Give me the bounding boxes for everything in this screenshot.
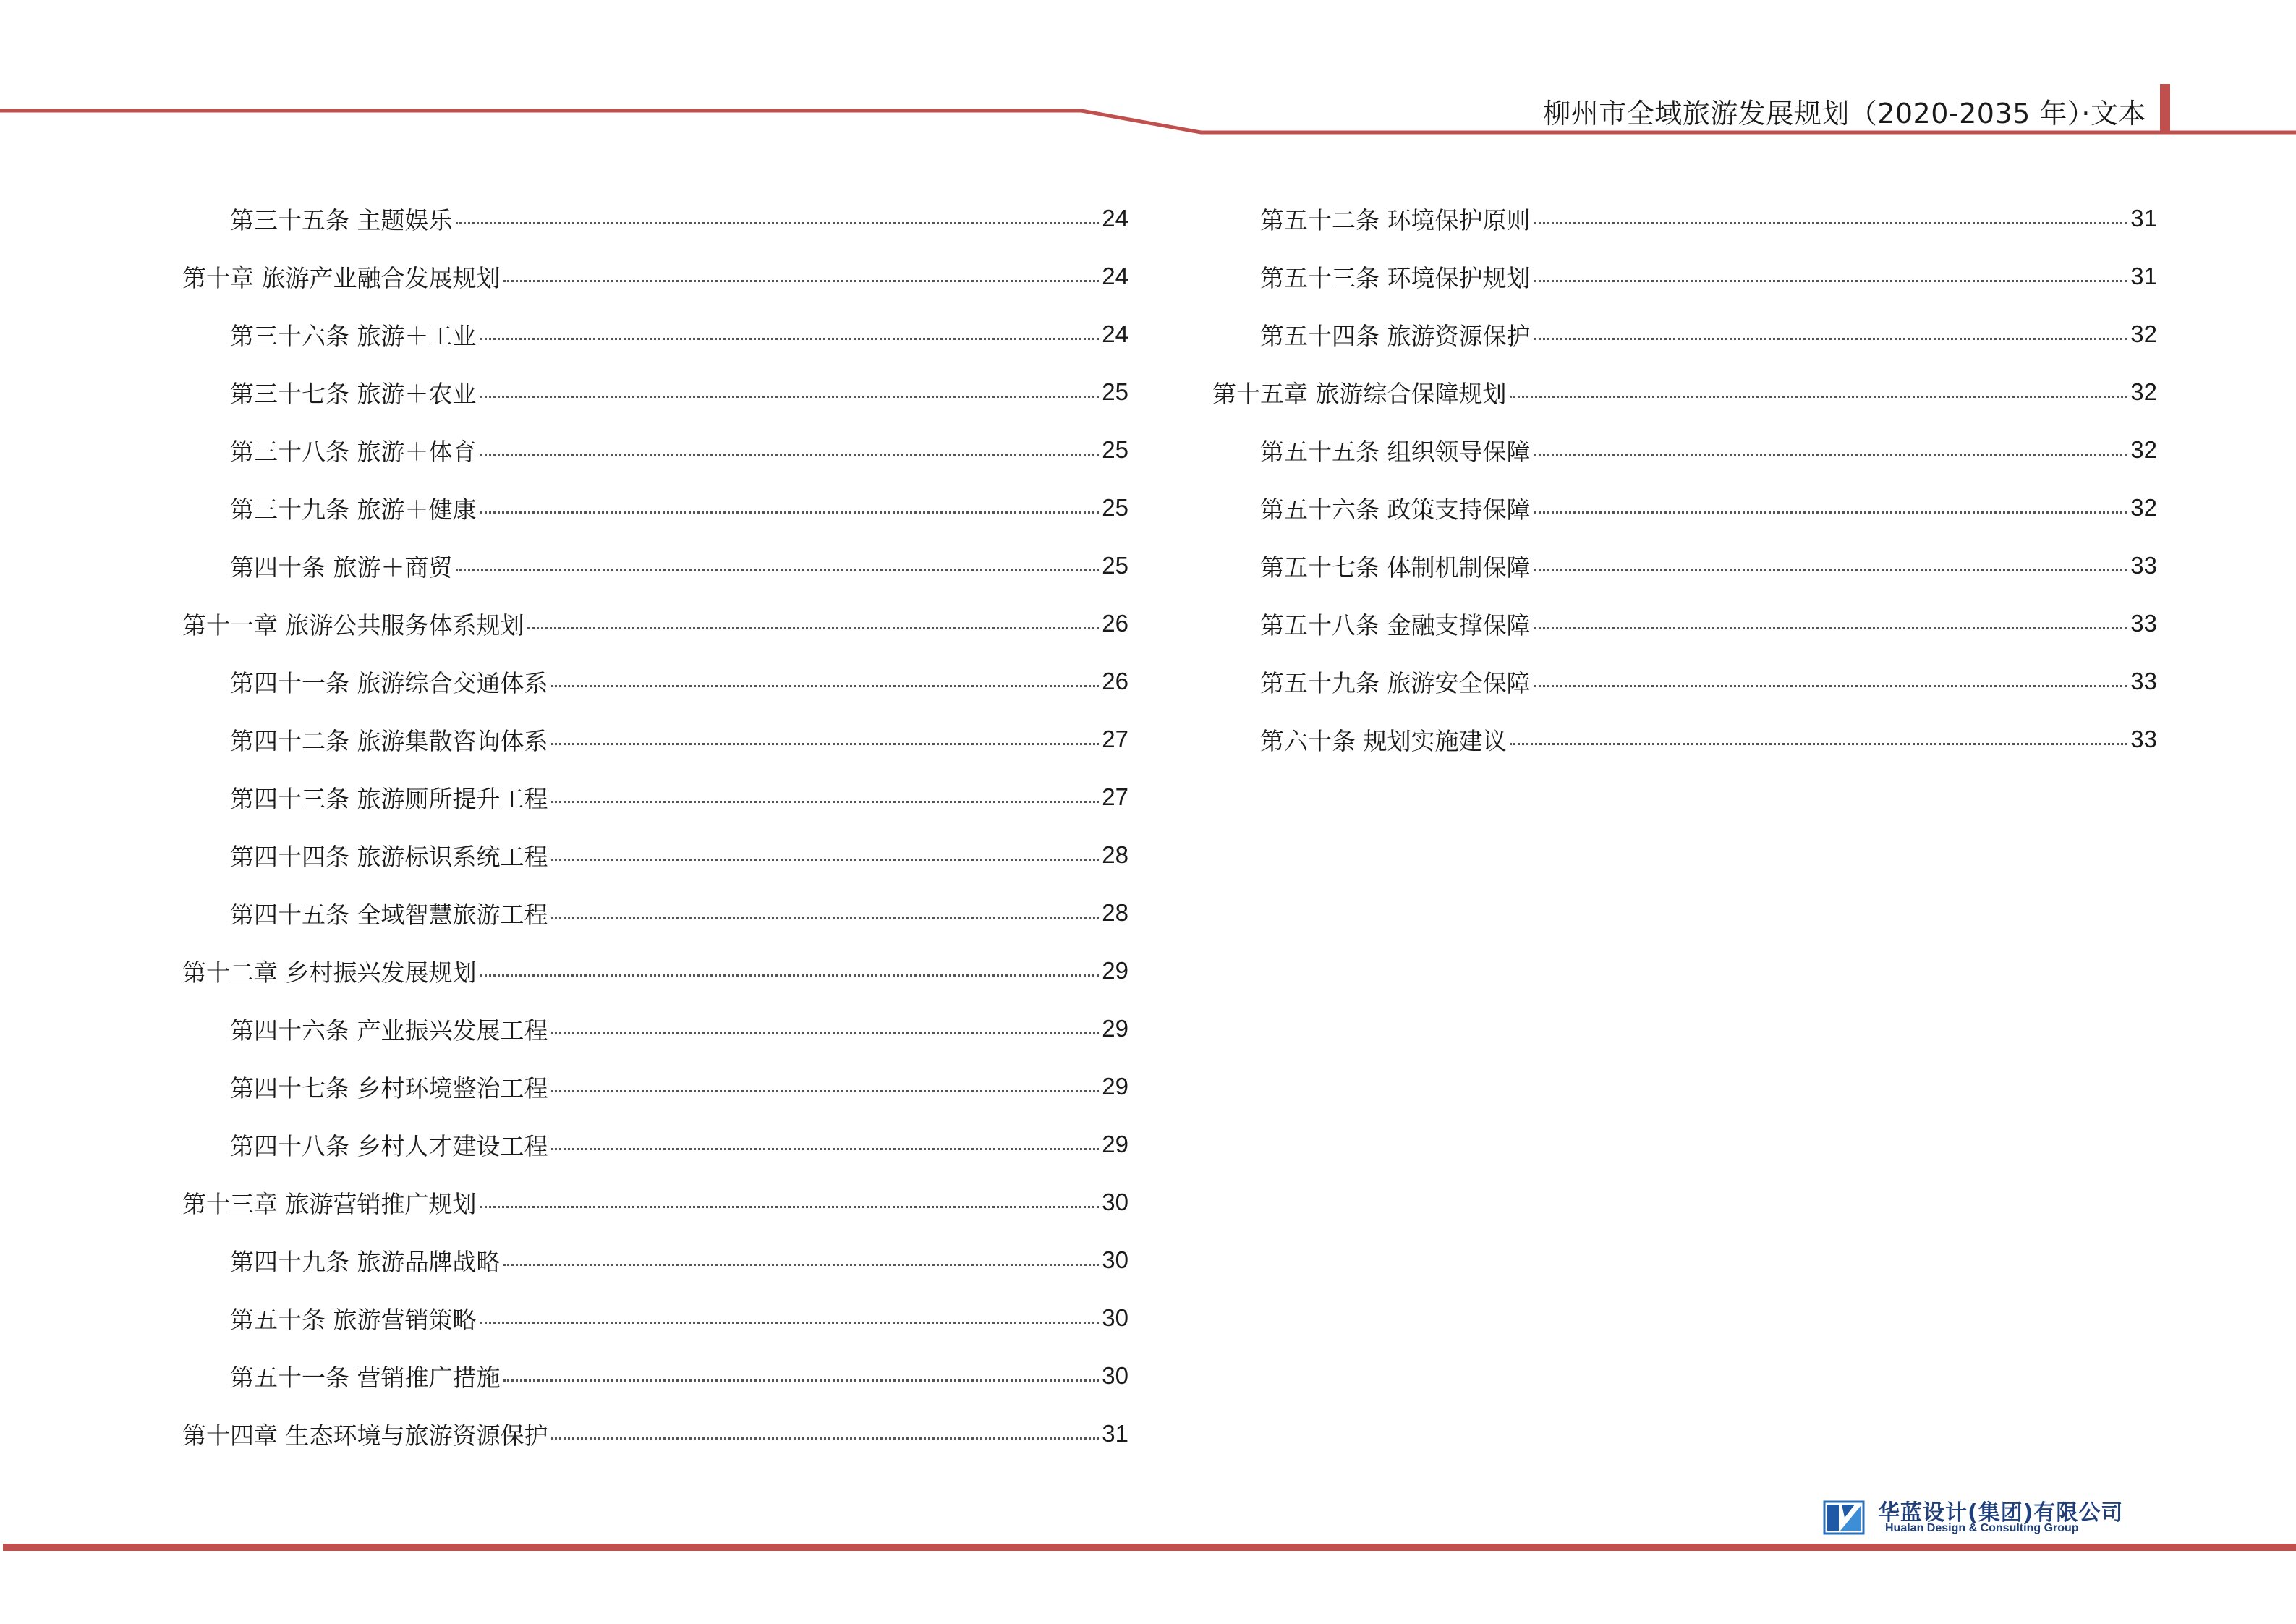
toc-entry-title: 第十二章 乡村振兴发展规划 bbox=[182, 958, 477, 987]
toc-entry-title: 第五十三条 环境保护规划 bbox=[1260, 263, 1531, 292]
toc-entry-title: 第三十九条 旅游＋健康 bbox=[230, 495, 477, 524]
toc-entry-section[interactable] bbox=[1212, 247, 2157, 305]
toc-entry-chapter[interactable] bbox=[182, 1405, 1128, 1463]
toc-page-number: 28 bbox=[1102, 841, 1128, 868]
toc-entry-section[interactable] bbox=[182, 363, 1128, 421]
toc-page-number: 30 bbox=[1102, 1362, 1128, 1389]
toc-page-number: 33 bbox=[2130, 610, 2157, 637]
toc-entry-section[interactable] bbox=[182, 884, 1128, 942]
document-title: 柳州市全域旅游发展规划（2020-2035 年）·文本 bbox=[1543, 98, 2146, 129]
toc-dot-leader bbox=[551, 743, 1100, 745]
toc-entry-title: 第五十五条 组织领导保障 bbox=[1260, 437, 1531, 466]
toc-dot-leader bbox=[551, 801, 1100, 803]
toc-dot-leader bbox=[480, 974, 1100, 977]
toc-dot-leader bbox=[551, 1090, 1100, 1092]
toc-entry-chapter[interactable] bbox=[182, 247, 1128, 305]
toc-page-number: 28 bbox=[1102, 899, 1128, 926]
toc-page-number: 33 bbox=[2130, 668, 2157, 694]
toc-entry-title: 第四十八条 乡村人才建设工程 bbox=[230, 1131, 548, 1160]
toc-dot-leader bbox=[1534, 338, 2128, 340]
toc-dot-leader bbox=[1534, 511, 2128, 514]
toc-page-number: 26 bbox=[1102, 668, 1128, 694]
toc-entry-section[interactable] bbox=[182, 305, 1128, 363]
toc-entry-section[interactable] bbox=[1212, 652, 2157, 710]
toc-dot-leader bbox=[1534, 627, 2128, 629]
toc-entry-title: 第三十七条 旅游＋农业 bbox=[230, 379, 477, 408]
toc-dot-leader bbox=[480, 396, 1100, 398]
header-accent-block bbox=[2160, 84, 2170, 133]
toc-entry-title: 第四十四条 旅游标识系统工程 bbox=[230, 842, 548, 871]
toc-entry-section[interactable] bbox=[1212, 190, 2157, 247]
toc-entry-title: 第五十四条 旅游资源保护 bbox=[1260, 321, 1531, 350]
toc-entry-section[interactable] bbox=[1212, 305, 2157, 363]
toc-dot-leader bbox=[551, 1148, 1100, 1150]
company-logo bbox=[1823, 1495, 2156, 1538]
toc-page-number: 25 bbox=[1102, 378, 1128, 405]
toc-page-number: 30 bbox=[1102, 1189, 1128, 1215]
toc-entry-title: 第五十七条 体制机制保障 bbox=[1260, 553, 1531, 582]
company-name-en: Hualan Design & Consulting Group bbox=[1885, 1522, 2079, 1534]
toc-dot-leader bbox=[551, 1032, 1100, 1034]
toc-dot-leader bbox=[551, 1437, 1100, 1440]
toc-entry-title: 第十三章 旅游营销推广规划 bbox=[182, 1189, 477, 1218]
toc-entry-chapter[interactable] bbox=[182, 595, 1128, 652]
toc-entry-section[interactable] bbox=[182, 1115, 1128, 1173]
toc-entry-section[interactable] bbox=[182, 479, 1128, 537]
toc-entry-section[interactable] bbox=[182, 652, 1128, 710]
toc-entry-title: 第四十七条 乡村环境整治工程 bbox=[230, 1074, 548, 1102]
toc-page-number: 33 bbox=[2130, 552, 2157, 579]
toc-entry-section[interactable] bbox=[182, 1347, 1128, 1405]
toc-page-number: 29 bbox=[1102, 1015, 1128, 1042]
toc-entry-title: 第四十条 旅游＋商贸 bbox=[230, 553, 453, 582]
toc-entry-title: 第六十条 规划实施建议 bbox=[1260, 726, 1507, 755]
toc-dot-leader bbox=[1534, 569, 2128, 571]
toc-entry-title: 第五十条 旅游营销策略 bbox=[230, 1305, 477, 1334]
toc-entry-title: 第五十六条 政策支持保障 bbox=[1260, 495, 1531, 524]
toc-page-number: 32 bbox=[2130, 436, 2157, 463]
toc-page-number: 29 bbox=[1102, 1073, 1128, 1100]
toc-page-number: 24 bbox=[1102, 205, 1128, 231]
toc-dot-leader bbox=[480, 338, 1100, 340]
toc-entry-title: 第三十五条 主题娱乐 bbox=[230, 205, 453, 234]
toc-entry-section[interactable] bbox=[1212, 710, 2157, 768]
toc-page-number: 30 bbox=[1102, 1304, 1128, 1331]
footer-divider-line bbox=[3, 1544, 2296, 1551]
toc-page-number: 33 bbox=[2130, 726, 2157, 752]
toc-dot-leader bbox=[551, 685, 1100, 687]
toc-entry-title: 第五十八条 金融支撑保障 bbox=[1260, 611, 1531, 639]
toc-entry-title: 第四十三条 旅游厕所提升工程 bbox=[230, 784, 548, 813]
toc-entry-section[interactable] bbox=[1212, 595, 2157, 652]
toc-page-number: 29 bbox=[1102, 957, 1128, 984]
toc-entry-title: 第四十五条 全域智慧旅游工程 bbox=[230, 900, 548, 929]
toc-dot-leader bbox=[503, 1379, 1100, 1382]
toc-dot-leader bbox=[503, 280, 1100, 282]
toc-dot-leader bbox=[480, 1322, 1100, 1324]
toc-page-number: 25 bbox=[1102, 552, 1128, 579]
toc-page-number: 29 bbox=[1102, 1131, 1128, 1157]
toc-dot-leader bbox=[551, 859, 1100, 861]
toc-entry-chapter[interactable] bbox=[1212, 363, 2157, 421]
toc-dot-leader bbox=[527, 627, 1100, 629]
toc-entry-section[interactable] bbox=[182, 1058, 1128, 1115]
toc-entry-title: 第十五章 旅游综合保障规划 bbox=[1212, 379, 1507, 408]
toc-dot-leader bbox=[480, 454, 1100, 456]
toc-page-number: 24 bbox=[1102, 320, 1128, 347]
toc-entry-title: 第三十六条 旅游＋工业 bbox=[230, 321, 477, 350]
toc-entry-section[interactable] bbox=[1212, 421, 2157, 479]
toc-entry-title: 第四十二条 旅游集散咨询体系 bbox=[230, 726, 548, 755]
toc-page-number: 32 bbox=[2130, 378, 2157, 405]
toc-page-number: 30 bbox=[1102, 1246, 1128, 1273]
toc-entry-title: 第五十二条 环境保护原则 bbox=[1260, 205, 1531, 234]
toc-entry-section[interactable] bbox=[182, 190, 1128, 247]
toc-entry-title: 第十四章 生态环境与旅游资源保护 bbox=[182, 1421, 548, 1450]
toc-dot-leader bbox=[1534, 222, 2128, 224]
toc-dot-leader bbox=[1510, 396, 2128, 398]
toc-entry-title: 第四十六条 产业振兴发展工程 bbox=[230, 1016, 548, 1045]
toc-page-number: 27 bbox=[1102, 783, 1128, 810]
toc-entry-section[interactable] bbox=[182, 421, 1128, 479]
toc-dot-leader bbox=[1510, 743, 2128, 745]
toc-entry-section[interactable] bbox=[1212, 537, 2157, 595]
toc-page-number: 31 bbox=[2130, 205, 2157, 231]
toc-dot-leader bbox=[1534, 280, 2128, 282]
toc-page-number: 27 bbox=[1102, 726, 1128, 752]
toc-entry-section[interactable] bbox=[182, 768, 1128, 826]
toc-entry-section[interactable] bbox=[182, 537, 1128, 595]
toc-entry-section[interactable] bbox=[1212, 479, 2157, 537]
toc-entry-title: 第五十九条 旅游安全保障 bbox=[1260, 668, 1531, 697]
toc-page-number: 25 bbox=[1102, 436, 1128, 463]
toc-page-number: 31 bbox=[2130, 263, 2157, 289]
toc-dot-leader bbox=[456, 222, 1100, 224]
toc-entry-chapter[interactable] bbox=[182, 1173, 1128, 1231]
toc-dot-leader bbox=[456, 569, 1100, 571]
toc-page-number: 32 bbox=[2130, 320, 2157, 347]
toc-entry-title: 第三十八条 旅游＋体育 bbox=[230, 437, 477, 466]
toc-page-number: 26 bbox=[1102, 610, 1128, 637]
hualan-logo-icon bbox=[1823, 1499, 1865, 1535]
toc-entry-title: 第十章 旅游产业融合发展规划 bbox=[182, 263, 501, 292]
toc-entry-section[interactable] bbox=[182, 710, 1128, 768]
toc-entry-title: 第十一章 旅游公共服务体系规划 bbox=[182, 611, 524, 639]
toc-entry-title: 第四十一条 旅游综合交通体系 bbox=[230, 668, 548, 697]
toc-dot-leader bbox=[480, 1206, 1100, 1208]
toc-dot-leader bbox=[480, 511, 1100, 514]
toc-entry-chapter[interactable] bbox=[182, 942, 1128, 1000]
toc-dot-leader bbox=[503, 1264, 1100, 1266]
toc-page-number: 24 bbox=[1102, 263, 1128, 289]
toc-entry-section[interactable] bbox=[182, 1231, 1128, 1289]
toc-page-number: 31 bbox=[1102, 1420, 1128, 1447]
toc-left-column bbox=[182, 190, 1128, 1463]
toc-dot-leader bbox=[1534, 454, 2128, 456]
toc-dot-leader bbox=[1534, 685, 2128, 687]
toc-page-number: 32 bbox=[2130, 494, 2157, 521]
toc-dot-leader bbox=[551, 917, 1100, 919]
toc-right-column bbox=[1212, 190, 2157, 768]
toc-entry-title: 第五十一条 营销推广措施 bbox=[230, 1363, 501, 1392]
company-name-cn: 华蓝设计(集团)有限公司 bbox=[1878, 1500, 2124, 1526]
toc-page-number: 25 bbox=[1102, 494, 1128, 521]
toc-entry-title: 第四十九条 旅游品牌战略 bbox=[230, 1247, 501, 1276]
toc-entry-section[interactable] bbox=[182, 826, 1128, 884]
toc-entry-section[interactable] bbox=[182, 1289, 1128, 1347]
toc-entry-section[interactable] bbox=[182, 1000, 1128, 1058]
